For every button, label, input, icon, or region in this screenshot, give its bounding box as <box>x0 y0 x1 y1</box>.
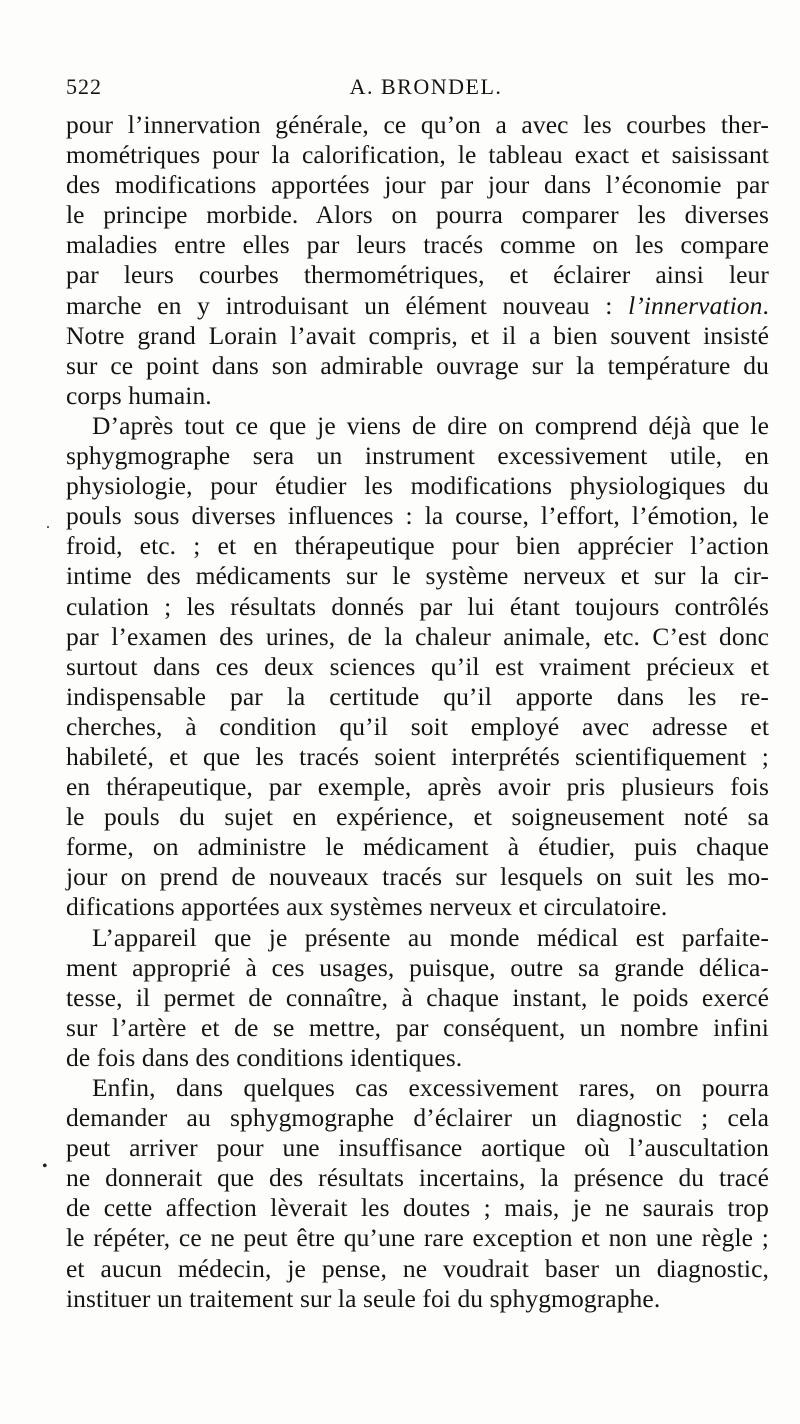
running-head <box>66 74 766 104</box>
text-line: peut arriver pour une insuffisance aortique où l’auscultation <box>66 1133 769 1163</box>
text-line: froid, etc. ; et en thérapeutique pour bien apprécier l’action <box>66 531 769 561</box>
text-line: des modifications apportées jour par jour dans l’économie par <box>66 170 769 200</box>
text-line: de fois dans des conditions identiques. <box>66 1042 463 1072</box>
text-line: sur l’artère et de se mettre, par conséquent, un nombre infini <box>66 1012 769 1042</box>
text-line: en thérapeutique, par exemple, après avoir pris plusieurs fois <box>66 772 769 802</box>
text-line: maladies entre elles par leurs tracés comme on les compare <box>66 230 769 260</box>
text-line: indispensable par la certitude qu’il apporte dans les re- <box>66 681 769 711</box>
page-number: 522 <box>66 74 102 99</box>
text-line: par leurs courbes thermométriques, et éclairer ainsi leur <box>66 260 769 290</box>
text-line: le répéter, ce ne peut être qu’une rare exception et non une règle ; <box>66 1223 769 1253</box>
text-line: par l’examen des urines, de la chaleur animale, etc. C’est donc <box>66 621 769 651</box>
text-line: surtout dans ces deux sciences qu’il est vraiment précieux et <box>66 651 769 681</box>
text-line: habileté, et que les tracés soient interprétés scientifiquement ; <box>66 741 769 771</box>
text-run: marche en y introduisant un élément nouveau : <box>66 290 629 320</box>
text-line: difications apportées aux systèmes nerveux et circulatoire. <box>66 892 668 922</box>
text-line: tesse, il permet de connaître, à chaque instant, le poids exercé <box>66 982 769 1012</box>
text-line: de cette affection lèverait les doutes ; mais, je ne saurais trop <box>66 1193 769 1223</box>
margin-dot: . <box>46 515 50 532</box>
text-line: et aucun médecin, je pense, ne voudrait baser un diagnostic, <box>66 1253 769 1283</box>
margin-dot: • <box>42 1158 48 1175</box>
text-line: pour l’innervation générale, ce qu’on a avec les courbes ther- <box>66 110 769 139</box>
text-line: forme, on administre le médicament à étudier, puis chaque <box>66 832 769 862</box>
paragraph-start-line: D’après tout ce que je viens de dire on comprend déjà que le <box>92 410 769 440</box>
text-line: sur ce point dans son admirable ouvrage sur la température du <box>66 350 769 380</box>
paragraph-start-line: L’appareil que je présente au monde médical est parfaite- <box>92 922 769 952</box>
author-running-title: A. BRONDEL. <box>349 74 503 99</box>
text-line: cherches, à condition qu’il soit employé avec adresse et <box>66 711 769 741</box>
text-line: Notre grand Lorain l’avait compris, et il a bien souvent insisté <box>66 320 769 350</box>
text-line: corps humain. <box>66 380 212 410</box>
text-line: instituer un traitement sur la seule foi du sphygmographe. <box>66 1283 661 1313</box>
text-line: ne donnerait que des résultats incertains, la présence du tracé <box>66 1163 769 1193</box>
text-line: physiologie, pour étudier les modifications physiologiques du <box>66 471 769 501</box>
paragraph-start-line: Enfin, dans quelques cas excessivement rares, on pourra <box>92 1073 769 1102</box>
text-line <box>66 291 769 321</box>
text-line: le pouls du sujet en expérience, et soigneusement noté sa <box>66 802 769 832</box>
body-text <box>66 110 769 1314</box>
text-line: le principe morbide. Alors on pourra comparer les diverses <box>66 200 769 230</box>
text-line: sphygmographe sera un instrument excessivement utile, en <box>66 441 769 471</box>
text-run: . <box>762 290 769 320</box>
text-line: mométriques pour la calorification, le tableau exact et saisissant <box>66 140 769 170</box>
text-line: intime des médicaments sur le système nerveux et sur la cir- <box>66 561 769 591</box>
text-line: demander au sphygmographe d’éclairer un diagnostic ; cela <box>66 1103 769 1133</box>
text-line: jour on prend de nouveaux tracés sur lesquels on suit les mo- <box>66 862 769 892</box>
text-line: culation ; les résultats donnés par lui étant toujours contrôlés <box>66 591 769 621</box>
text-line: pouls sous diverses influences : la course, l’effort, l’émotion, le <box>66 501 769 531</box>
emphasis-innervation: l’innervation <box>628 290 763 320</box>
text-line: ment approprié à ces usages, puisque, outre sa grande délica- <box>66 952 769 982</box>
